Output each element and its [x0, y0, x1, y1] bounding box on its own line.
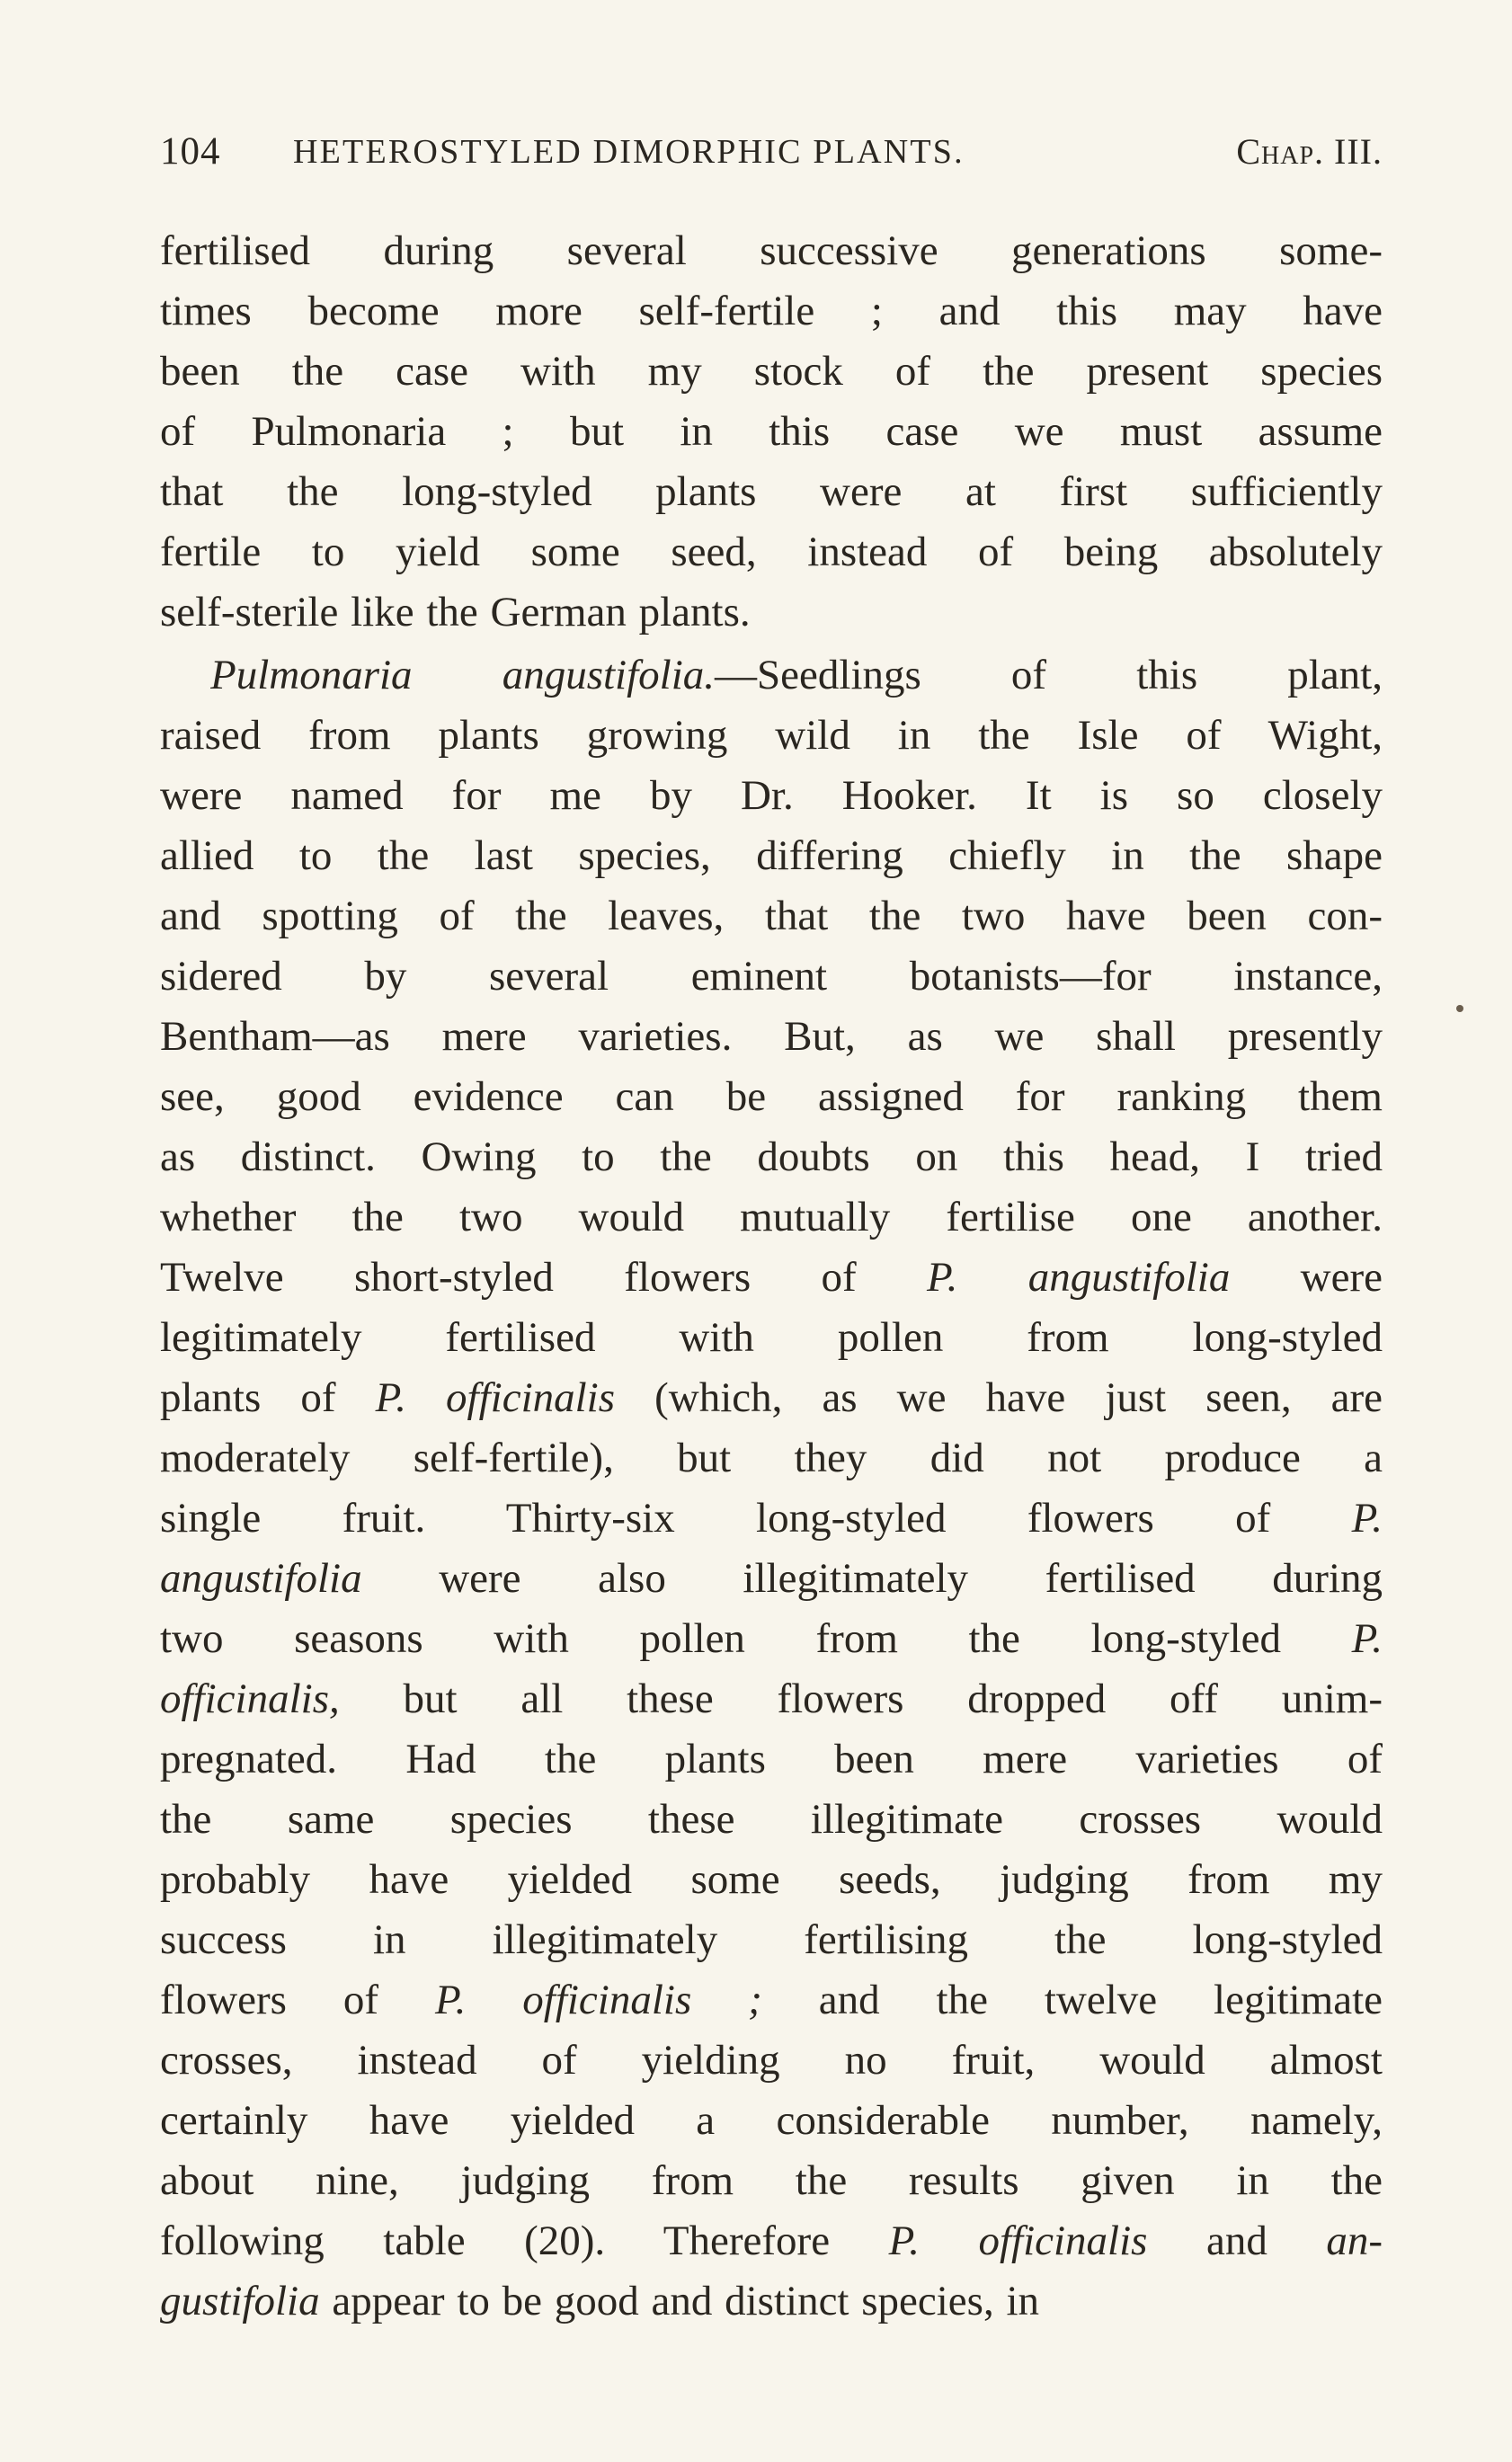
species-name: Pulmonaria angustifolia. — [210, 652, 716, 698]
text-line: about nine, judging from the results given in the — [160, 2157, 1383, 2204]
text-line: been the case with my stock of the present species — [160, 348, 1383, 395]
species-name: P. officinalis — [375, 1374, 616, 1421]
text-line: flowers of P. officinalis ; and the twelve legitimate — [160, 1977, 1383, 2023]
species-name: gustifolia — [160, 2278, 320, 2324]
page-header — [160, 120, 1383, 183]
text-line: the same species these illegitimate crosses would — [160, 1796, 1383, 1843]
text-line: self-sterile like the German plants. — [160, 589, 751, 635]
species-name: P. — [1351, 1615, 1383, 1662]
text-line: gustifolia appear to be good and distinct species, in — [160, 2278, 1040, 2324]
species-name: P. angustifolia — [927, 1254, 1231, 1301]
text-line: raised from plants growing wild in the Isle of Wight, — [160, 712, 1383, 759]
body-text — [160, 221, 1383, 2378]
species-name: P. officinalis ; — [434, 1977, 762, 2023]
text-line: certainly have yielded a considerable number, namely, — [160, 2097, 1383, 2144]
text-line: fertilised during several successive generations some- — [160, 227, 1383, 274]
text-line: of Pulmonaria ; but in this case we must assume — [160, 408, 1383, 455]
species-name: angustifolia — [160, 1555, 362, 1602]
text-line: probably have yielded some seeds, judging from my — [160, 1856, 1383, 1903]
ink-dot — [1456, 1005, 1463, 1012]
text-line: Twelve short-styled flowers of P. angustifolia were — [160, 1254, 1383, 1301]
species-name: P. — [1351, 1495, 1383, 1542]
text-line: moderately self-fertile), but they did not produce a — [160, 1435, 1383, 1481]
text-line: fertile to yield some seed, instead of being absolutely — [160, 529, 1383, 575]
page-number: 104 — [160, 130, 221, 173]
text-line: and spotting of the leaves, that the two have been con- — [160, 893, 1383, 939]
text-line: officinalis, but all these flowers dropped off unim- — [160, 1675, 1383, 1722]
text-line: success in illegitimately fertilising the long-styled — [160, 1916, 1383, 1963]
species-name: P. officinalis — [888, 2218, 1148, 2264]
text-line: single fruit. Thirty-six long-styled flowers of P. — [160, 1495, 1383, 1542]
species-name: officinalis, — [160, 1675, 340, 1722]
running-title: HETEROSTYLED DIMORPHIC PLANTS. — [293, 133, 965, 171]
text-line: times become more self-fertile ; and this may have — [160, 288, 1383, 334]
text-line: Bentham—as mere varieties. But, as we shall presently — [160, 1013, 1383, 1060]
text-line: that the long-styled plants were at first sufficiently — [160, 468, 1383, 515]
text-line: see, good evidence can be assigned for ranking them — [160, 1073, 1383, 1120]
text-line: allied to the last species, differing chiefly in the shape — [160, 832, 1383, 879]
text-line: crosses, instead of yielding no fruit, would almost — [160, 2037, 1383, 2084]
text-line: two seasons with pollen from the long-styled P. — [160, 1615, 1383, 1662]
text-line: legitimately fertilised with pollen from long-styled — [160, 1314, 1383, 1361]
species-name: an- — [1326, 2218, 1383, 2264]
chapter-label: Chap. III. — [1236, 131, 1383, 172]
text-line: whether the two would mutually fertilise one another. — [160, 1194, 1383, 1240]
text-line: as distinct. Owing to the doubts on this head, I tried — [160, 1133, 1383, 1180]
text-line: Pulmonaria angustifolia.—Seedlings of this plant, — [210, 652, 1383, 698]
text-line: sidered by several eminent botanists—for instance, — [160, 953, 1383, 1000]
text-line: plants of P. officinalis (which, as we have just seen, are — [160, 1374, 1383, 1421]
text-line: following table (20). Therefore P. officinalis and an- — [160, 2218, 1383, 2264]
text-line: were named for me by Dr. Hooker. It is so closely — [160, 772, 1383, 819]
text-line: angustifolia were also illegitimately fertilised during — [160, 1555, 1383, 1602]
text-line: pregnated. Had the plants been mere varieties of — [160, 1736, 1383, 1782]
